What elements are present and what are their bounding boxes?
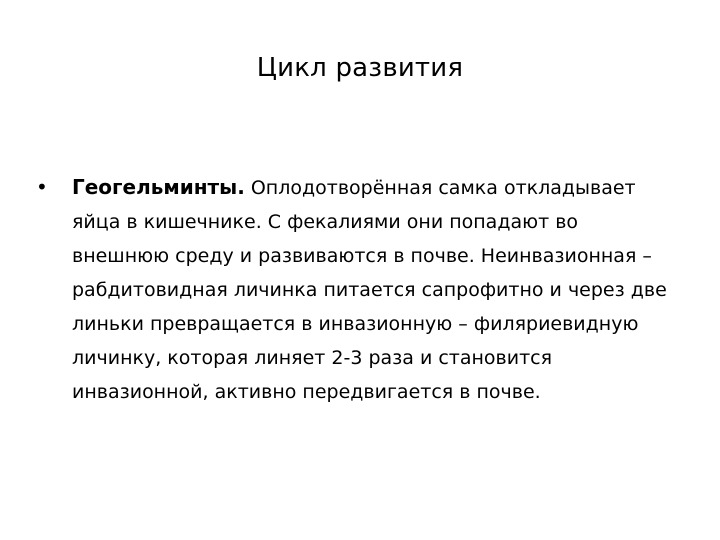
- bullet-paragraph: [72, 170, 676, 409]
- slide-title: Цикл развития: [256, 53, 464, 83]
- bullet-heading: Геогельминты.: [72, 175, 245, 199]
- bullet-body-text: Оплодотворённая самка откладывает яйца в кишечнике. С фекалиями они попадают во внешнюю среду и развиваются в почве. Неинвазионная – рабдитовидная личинка питается сапрофитно и через две линьки превращается в инвазионную – филяриевидную личинку, которая линяет 2-3 раза и становится инвазионной, активно передвигается в почве.: [72, 177, 667, 403]
- bullet-marker: •: [36, 175, 48, 199]
- bullet-item: [36, 170, 676, 409]
- bullet-list: [36, 170, 676, 409]
